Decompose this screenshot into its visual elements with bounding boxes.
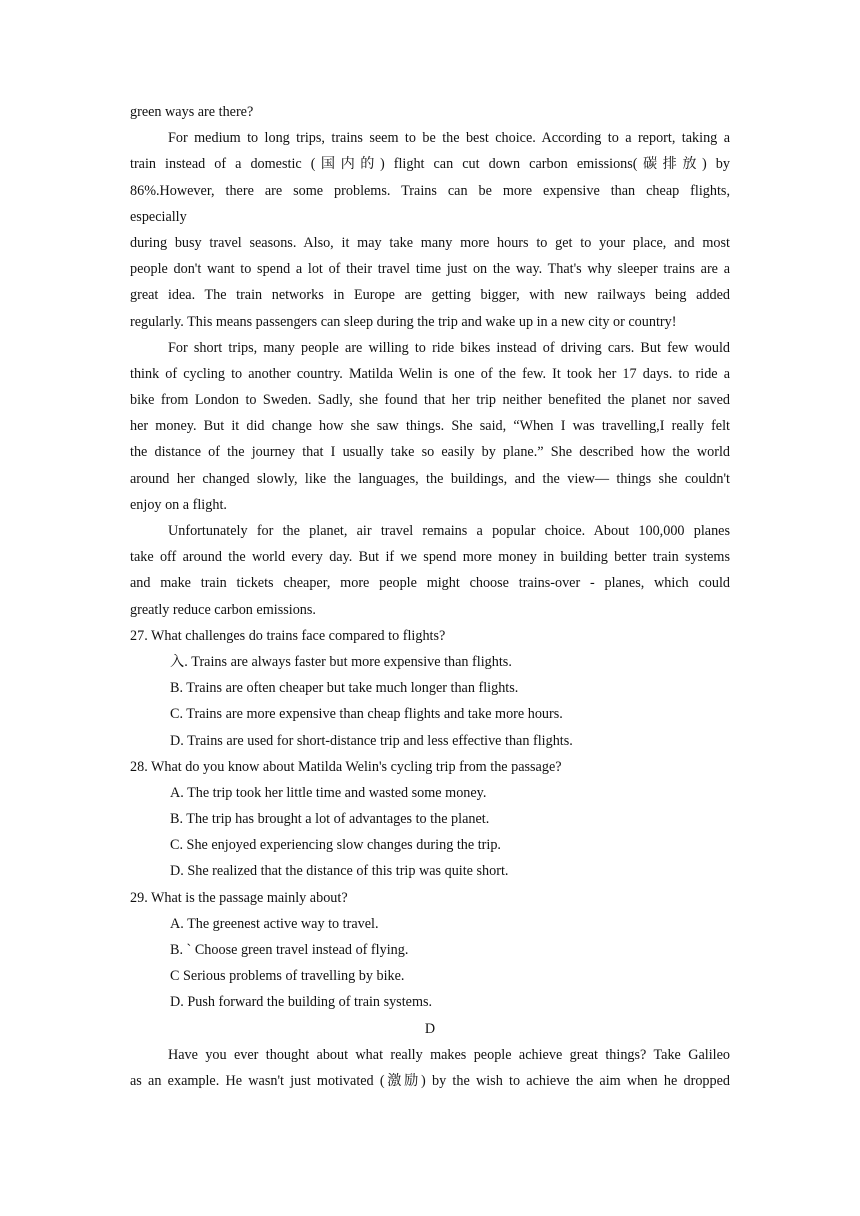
option-b: B. The trip has brought a lot of advantages to the planet. [170,811,490,828]
option-d: D. Push forward the building of train systems. [170,994,433,1011]
text-line: 86%.However, there are some problems. Trains can be more expensive than cheap flights, [130,182,730,199]
page [130,99,730,1094]
passage-c [130,99,730,623]
section-heading: D [424,1020,436,1037]
text-line: people don't want to spend a lot of their travel time just on the way. That's why sleeper trains are a [130,261,730,278]
question-29 [130,885,730,1016]
option-a: A. The greenest active way to travel. [170,915,379,932]
question-28 [130,754,730,885]
question-27 [130,623,730,754]
text-line: regularly. This means passengers can sleep during the trip and wake up in a new city or country! [130,313,677,330]
text-line: greatly reduce carbon emissions. [130,601,316,618]
question-stem: 28. What do you know about Matilda Welin's cycling trip from the passage? [130,758,562,775]
question-stem: 29. What is the passage mainly about? [130,889,348,906]
text-line: train instead of a domestic (国内的) flight can cut down carbon emissions(碳排放) by [130,156,730,173]
text-line: as an example. He wasn't just motivated (激励) by the wish to achieve the aim when he dropped [130,1072,730,1089]
text-line: enjoy on a flight. [130,496,227,513]
option-c: C. She enjoyed experiencing slow changes during the trip. [170,837,501,854]
text-line: especially [130,208,187,225]
question-stem: 27. What challenges do trains face compared to flights? [130,627,446,644]
option-a: 入. Trains are always faster but more expensive than flights. [170,653,512,670]
text-line: and make train tickets cheaper, more people might choose trains-over - planes, which could [130,575,730,592]
option-c: C Serious problems of travelling by bike. [170,968,405,985]
option-d: D. She realized that the distance of this trip was quite short. [170,863,509,880]
text-line: Unfortunately for the planet, air travel remains a popular choice. About 100,000 planes [168,523,730,539]
text-line: For medium to long trips, trains seem to be the best choice. According to a report, taking a [168,130,730,147]
text-line: great idea. The train networks in Europe are getting bigger, with new railways being added [130,287,730,304]
text-line: during busy travel seasons. Also, it may take many more hours to get to your place, and most [130,234,730,251]
option-b: B. ` Choose green travel instead of flying. [170,942,409,958]
option-d: D. Trains are used for short-distance trip and less effective than flights. [170,732,573,749]
text-line: her money. But it did change how she saw things. She said, “When I was travelling,I really felt [130,418,730,435]
text-line: Have you ever thought about what really makes people achieve great things? Take Galileo [168,1046,730,1063]
text-line: For short trips, many people are willing to ride bikes instead of driving cars. But few would [168,339,730,356]
passage-d [130,1016,730,1095]
option-b: B. Trains are often cheaper but take much longer than flights. [170,680,519,697]
text-line: the distance of the journey that I usually take so easily by plane.” She described how the world [130,444,730,461]
text-line: around her changed slowly, like the languages, the buildings, and the view— things she couldn't [130,470,730,487]
text-line: green ways are there? [130,104,254,120]
text-line: bike from London to Sweden. Sadly, she found that her trip neither benefited the planet nor saved [130,392,730,409]
text-line: think of cycling to another country. Matilda Welin is one of the few. It took her 17 days. to ride a [130,365,730,382]
text-line: take off around the world every day. But if we spend more money in building better train systems [130,549,730,566]
option-c: C. Trains are more expensive than cheap flights and take more hours. [170,706,563,723]
option-a: A. The trip took her little time and wasted some money. [170,784,487,801]
